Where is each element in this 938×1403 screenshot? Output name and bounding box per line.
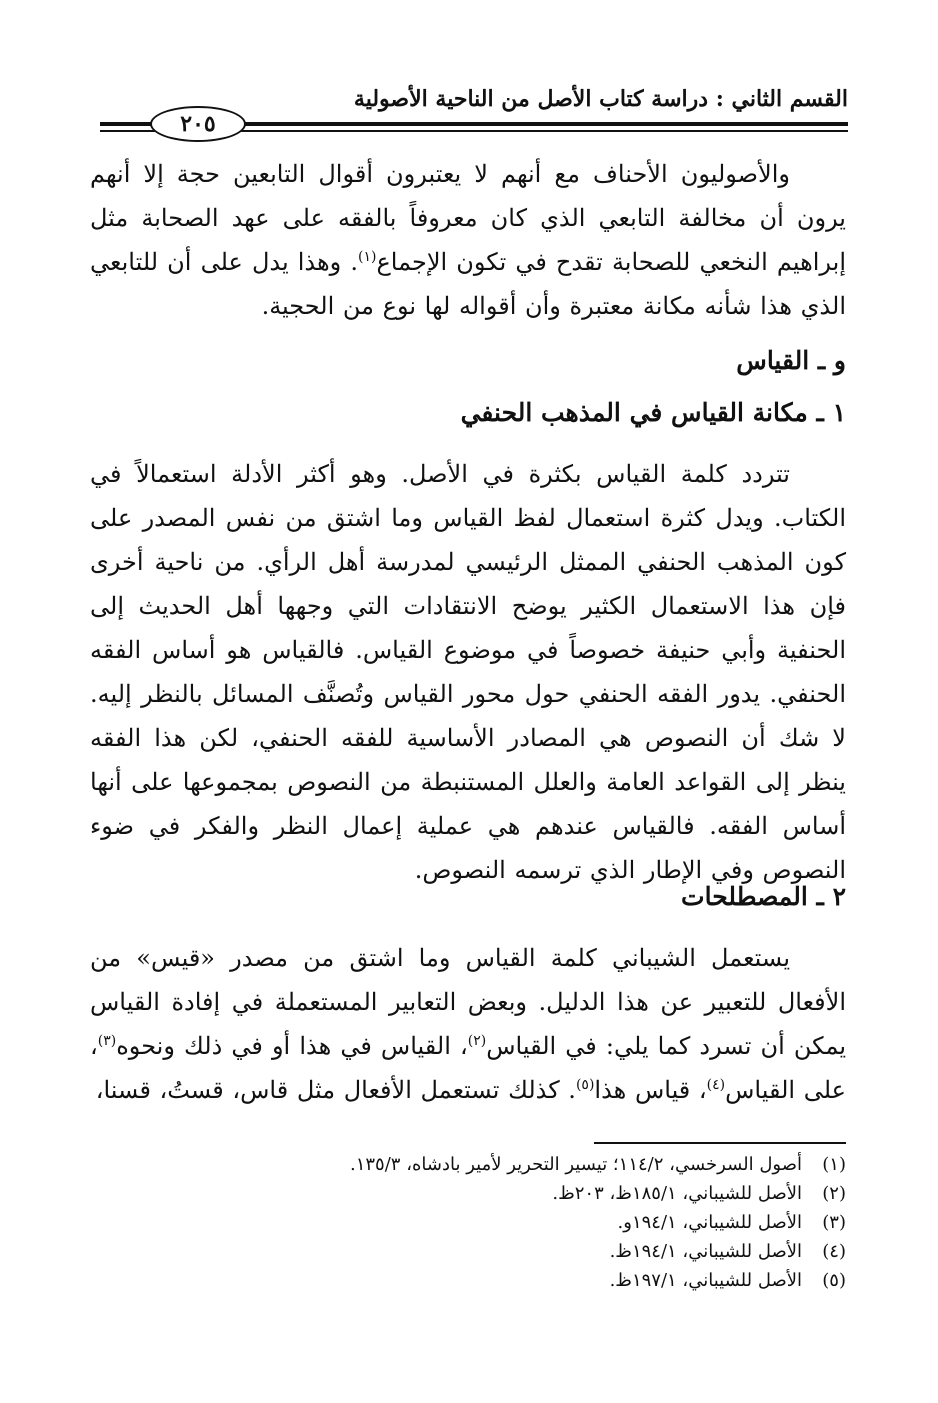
footnote-number: (٥) <box>822 1270 846 1291</box>
section-heading: و ـ القياس <box>736 346 846 375</box>
footnote-number: (٤) <box>822 1241 846 1262</box>
page-number: ٢٠٥ <box>180 111 216 137</box>
footnote-number: (٣) <box>822 1212 846 1233</box>
footnote-text: أصول السرخسي، ١١٤/٢؛ تيسير التحرير لأمير بادشاه، ١٣٥/٣. <box>349 1154 802 1175</box>
footnote-3 <box>90 1208 846 1237</box>
footnote-4 <box>90 1237 846 1266</box>
footnote-number: (١) <box>822 1154 846 1175</box>
footnote-ref-1: (١) <box>358 249 377 265</box>
subheading-1: ١ ـ مكانة القياس في المذهب الحنفي <box>460 398 846 427</box>
subheading-2: ٢ ـ المصطلحات <box>681 882 846 911</box>
paragraph3-text-e: . كذلك تستعمل الأفعال مثل قاس، قستُ، قسنا، <box>95 1076 576 1104</box>
paragraph3-text-c: ، على القياس <box>90 1032 846 1104</box>
footnote-separator <box>594 1142 846 1144</box>
paragraph1-text-b: . وهذا يدل على أن للتابعي الذي هذا شأنه مكانة معتبرة وأن أقواله لها نوع من الحجية. <box>90 248 846 320</box>
footnote-2 <box>90 1179 846 1208</box>
footnote-text: الأصل للشيباني، ١٨٥/١ظ، ٢٠٣ظ. <box>552 1183 802 1204</box>
paragraph3-text-d: ، قياس هذا <box>594 1076 707 1104</box>
paragraph-tabiin <box>90 152 846 328</box>
footnote-text: الأصل للشيباني، ١٩٧/١ظ. <box>609 1270 802 1291</box>
footnote-text: الأصل للشيباني، ١٩٤/١ظ. <box>609 1241 802 1262</box>
paragraph3-text-b: ، القياس في هذا أو في ذلك ونحوه <box>116 1032 468 1060</box>
running-head-title: القسم الثاني : دراسة كتاب الأصل من الناحية الأصولية <box>353 86 848 112</box>
page-number-badge <box>150 106 246 142</box>
footnotes <box>90 1150 846 1295</box>
paragraph3-text-a: يستعمل الشيباني كلمة القياس وما اشتق من مصدر «قيس» من الأفعال للتعبير عن هذا الدليل. وبعض التعابير المستعملة في إفادة القياس يمكن أن تسرد كما يلي: في القياس <box>90 944 846 1060</box>
footnote-5 <box>90 1266 846 1295</box>
footnote-ref-4: (٤) <box>706 1077 726 1093</box>
footnote-text: الأصل للشيباني، ١٩٤/١و. <box>617 1212 802 1233</box>
footnote-ref-5: (٥) <box>575 1077 595 1093</box>
paragraph-terms <box>90 936 846 1112</box>
paragraph-qiyas-status: تتردد كلمة القياس بكثرة في الأصل. وهو أكثر الأدلة استعمالاً في الكتاب. ويدل كثرة استعمال لفظ القياس وما اشتق من نفس المصدر على كون المذهب الحنفي الممثل الرئيسي لمدرسة أهل الرأي. من ناحية أخرى فإن هذا الاستعمال الكثير يوضح الانتقادات التي وجهها أهل الحديث إلى الحنفية وأبي حنيفة خصوصاً في موضوع القياس. فالقياس هو أساس الفقه الحنفي. يدور الفقه الحنفي حول محور القياس وتُصنَّف المسائل بالنظر إليه. لا شك أن النصوص هي المصادر الأساسية للفقه الحنفي، لكن هذا الفقه ينظر إلى القواعد العامة والعلل المستنبطة من النصوص بمجموعها على أنها أساس الفقه. فالقياس عندهم هي عملية إعمال النظر والفكر في ضوء النصوص وفي الإطار الذي ترسمه النصوص. <box>90 460 846 884</box>
footnote-ref-3: (٣) <box>97 1033 117 1049</box>
footnote-1 <box>90 1150 846 1179</box>
footnote-number: (٢) <box>822 1183 846 1204</box>
paragraph1-text-a: والأصوليون الأحناف مع أنهم لا يعتبرون أقوال التابعين حجة إلا أنهم يرون أن مخالفة التابعي الذي كان معروفاً بالفقه على عهد الصحابة مثل إبراهيم النخعي للصحابة تقدح في تكون الإجماع <box>90 160 846 276</box>
footnote-ref-2: (٢) <box>467 1033 487 1049</box>
